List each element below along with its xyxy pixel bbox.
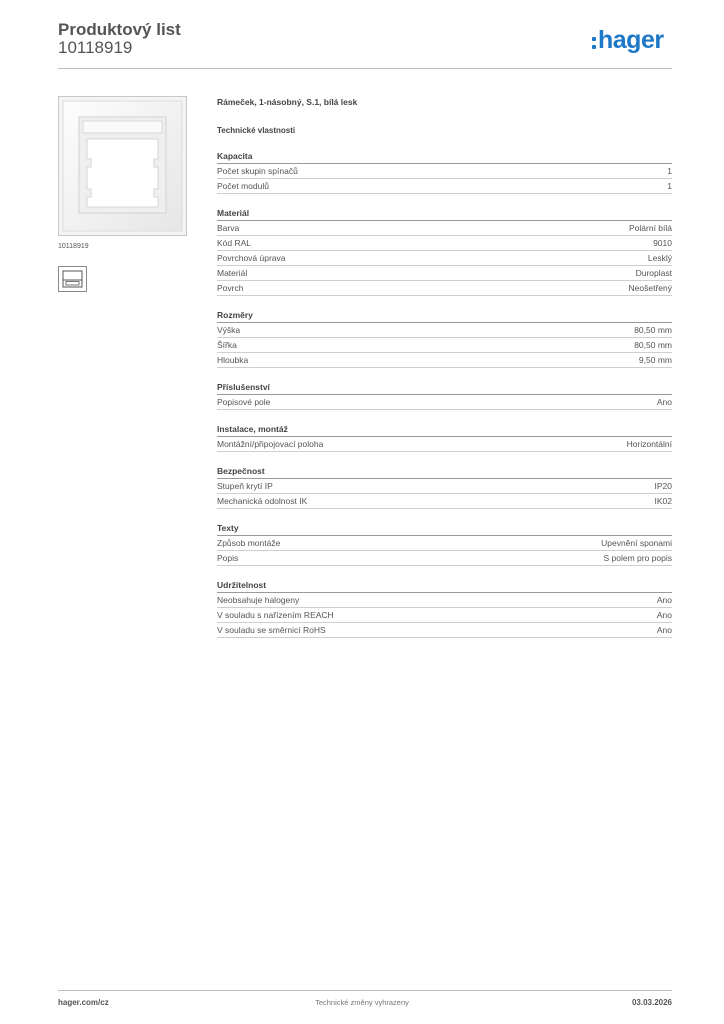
spec-label: Popis: [217, 553, 239, 563]
spec-label: Povrchová úprava: [217, 253, 286, 263]
spec-row: [217, 479, 672, 494]
spec-label: V souladu s nařízením REACH: [217, 610, 334, 620]
section-heading: Texty: [217, 522, 672, 536]
spec-label: Počet modulů: [217, 181, 269, 191]
spec-label: V souladu se směrnicí RoHS: [217, 625, 326, 635]
section-heading: Příslušenství: [217, 381, 672, 395]
logo-dots-icon: [592, 35, 596, 51]
spec-row: [217, 608, 672, 623]
product-image: [58, 96, 187, 236]
footer-disclaimer: Technické změny vyhrazeny: [315, 998, 409, 1007]
spec-section: [217, 381, 672, 410]
logo-text: hager: [598, 26, 664, 54]
mounting-icon: [58, 266, 87, 292]
header-divider: [58, 68, 672, 69]
spec-row: [217, 623, 672, 638]
spec-label: Popisové pole: [217, 397, 271, 407]
footer-divider: [58, 990, 672, 991]
spec-row: [217, 551, 672, 566]
spec-value: Ano: [656, 397, 672, 407]
spec-section: [217, 579, 672, 638]
spec-label: Výška: [217, 325, 241, 335]
spec-row: [217, 494, 672, 509]
spec-label: Počet skupin spínačů: [217, 166, 298, 176]
spec-value: Ano: [656, 595, 672, 605]
spec-value: Duroplast: [635, 268, 672, 278]
spec-row: [217, 281, 672, 296]
spec-label: Mechanická odolnost IK: [217, 496, 308, 506]
spec-row: [217, 164, 672, 179]
footer-date: 03.03.2026: [631, 998, 672, 1007]
spec-value: 9010: [653, 238, 672, 248]
spec-value: 1: [667, 166, 672, 176]
product-name: Rámeček, 1-násobný, S.1, bílá lesk: [217, 97, 358, 107]
spec-label: Povrch: [217, 283, 244, 293]
spec-label: Montážní/připojovací poloha: [217, 439, 324, 449]
spec-section: [217, 423, 672, 452]
spec-row: [217, 593, 672, 608]
image-caption: 10118919: [58, 243, 89, 250]
spec-row: [217, 221, 672, 236]
spec-value: Polární bílá: [629, 223, 672, 233]
spec-label: Barva: [217, 223, 240, 233]
spec-row: [217, 536, 672, 551]
spec-row: [217, 395, 672, 410]
technical-properties-heading: Technické vlastnosti: [217, 126, 296, 135]
spec-value: Upevnění sponami: [601, 538, 672, 548]
specifications: [217, 95, 672, 638]
spec-label: Hloubka: [217, 355, 249, 365]
spec-value: 80,50 mm: [634, 340, 672, 350]
spec-section: [217, 207, 672, 296]
product-code: 10118919: [58, 38, 133, 57]
spec-label: Způsob montáže: [217, 538, 281, 548]
spec-value: Lesklý: [647, 253, 672, 263]
spec-row: [217, 437, 672, 452]
spec-value: IP20: [654, 481, 672, 491]
spec-row: [217, 353, 672, 368]
spec-value: S polem pro popis: [603, 553, 672, 563]
spec-section: [217, 465, 672, 509]
section-heading: Rozměry: [217, 309, 672, 323]
spec-label: Materiál: [217, 268, 248, 278]
spec-value: Horizontální: [626, 439, 672, 449]
spec-label: Kód RAL: [217, 238, 252, 248]
footer-website-link[interactable]: hager.com/cz: [58, 998, 109, 1007]
hager-logo[interactable]: [592, 28, 676, 56]
spec-row: [217, 323, 672, 338]
spec-section: [217, 522, 672, 566]
section-heading: Bezpečnost: [217, 465, 672, 479]
section-heading: Materiál: [217, 207, 672, 221]
spec-label: Stupeň krytí IP: [217, 481, 273, 491]
spec-row: [217, 179, 672, 194]
section-heading: Instalace, montáž: [217, 423, 672, 437]
page-title: Produktový list: [58, 20, 181, 39]
spec-section: [217, 309, 672, 368]
spec-sections: [217, 150, 672, 638]
spec-label: Neobsahuje halogeny: [217, 595, 300, 605]
spec-value: 80,50 mm: [634, 325, 672, 335]
spec-section: [217, 150, 672, 194]
spec-value: Ano: [656, 625, 672, 635]
spec-row: [217, 251, 672, 266]
section-heading: Udržitelnost: [217, 579, 672, 593]
spec-row: [217, 338, 672, 353]
spec-row: [217, 236, 672, 251]
spec-value: 1: [667, 181, 672, 191]
spec-value: IK02: [654, 496, 672, 506]
spec-row: [217, 266, 672, 281]
section-heading: Kapacita: [217, 150, 672, 164]
spec-value: Ano: [656, 610, 672, 620]
spec-label: Šířka: [217, 340, 237, 350]
spec-value: Neošetřený: [628, 283, 672, 293]
spec-value: 9,50 mm: [638, 355, 672, 365]
